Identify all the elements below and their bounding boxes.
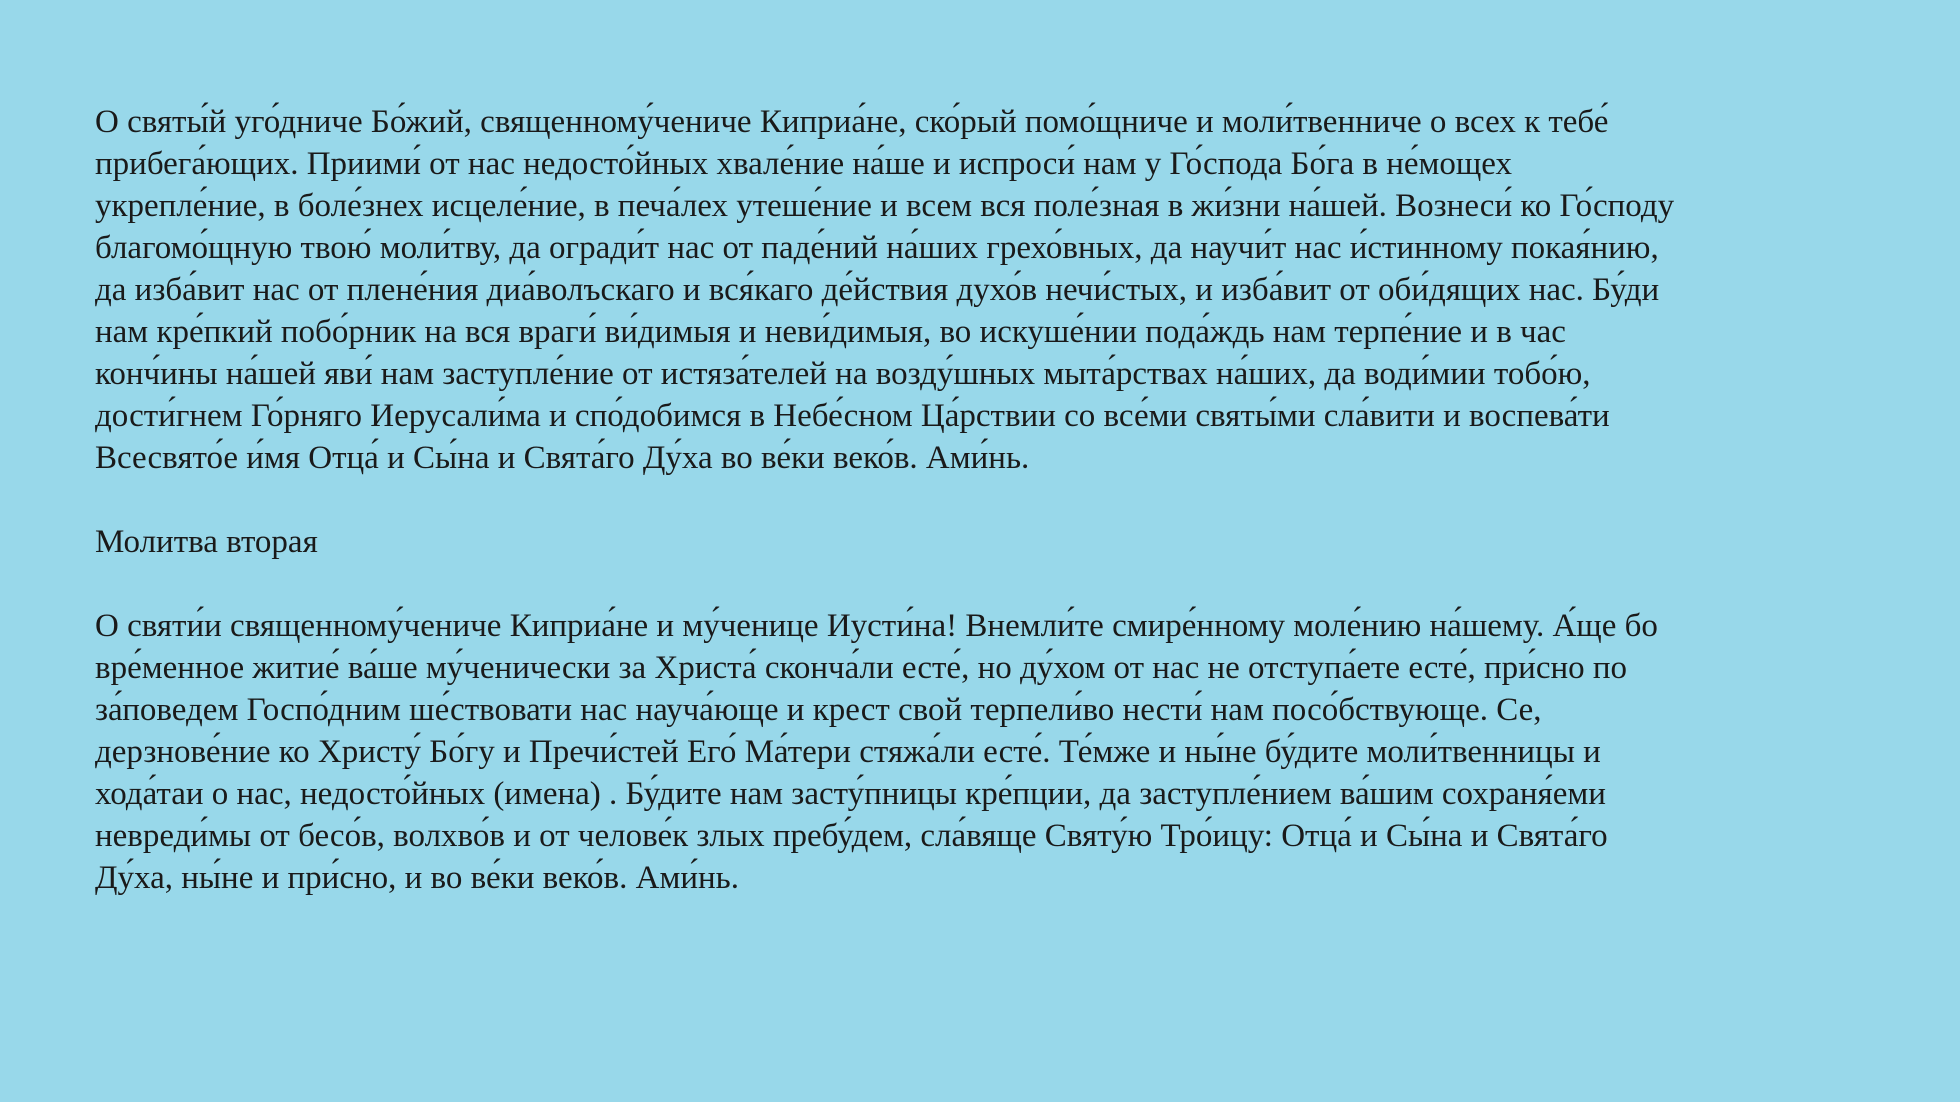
prayer-two-line: хода́таи о нас, недосто́йных (имена) . Бу́дите нам засту́пницы кре́пции, да заступле́нием ва́шим сохраня́еми [95,776,1606,812]
prayer-two-line: вре́менное житие́ ва́ше му́ченически за Христа́ сконча́ли есте́, но ду́хом от нас не отступа́ете есте́, при́сно по [95,650,1628,686]
prayer-two-line: невреди́мы от бесо́в, волхво́в и от челове́к злых пребу́дем, сла́вяще Святу́ю Тро́ицу: Отца́ и Сы́на и Свята́го [95,818,1608,854]
prayer-two-line: дерзнове́ние ко Христу́ Бо́гу и Пречи́стей Его́ Ма́тери стяжа́ли есте́. Те́мже и ны́не бу́дите моли́твенницы и [95,734,1601,770]
prayer-two-line: О святи́и священному́чениче Киприа́не и му́ченице Иусти́на! Внемли́те смире́нному моле́нию на́шему. А́ще бо [95,608,1658,644]
document-body [95,101,1875,899]
prayer-one-line: конч́ины на́шей яви́ нам заступле́ние от истяза́телей на возду́шных мыта́рствах на́ших, да води́мии тобо́ю, [95,356,1591,392]
prayer-one-line: нам кре́пкий побо́рник на вся враги́ ви́димыя и неви́димыя, во искуше́нии пода́ждь нам терпе́ние и в час [95,314,1566,350]
prayer-one-line: дости́гнем Го́рняго Иерусали́ма и спо́добимся в Небе́сном Ца́рствии со все́ми святы́ми сла́вити и воспева́ти [95,398,1610,434]
prayer-two-heading: Молитва вторая [95,524,318,560]
prayer-one-line: благомо́щную твою́ моли́тву, да огради́т нас от паде́ний на́ших грехо́вных, да научи́т нас и́стинному покая́нию, [95,230,1659,266]
prayer-one-line: О святы́й уго́дниче Бо́жий, священному́чениче Киприа́не, ско́рый помо́щниче и моли́твенниче о всех к тебе́ [95,104,1609,140]
paragraph-gap [95,479,1875,521]
paragraph-gap [95,563,1875,605]
prayer-one-line: прибега́ющих. Приими́ от нас недосто́йных хвале́ние на́ше и испроси́ нам у Го́спода Бо́га в не́мощех [95,146,1513,182]
prayer-one-line: да изба́вит нас от плене́ния диа́волъскаго и вся́каго де́йствия духо́в нечи́стых, и изба́вит от оби́дящих нас. Бу́ди [95,272,1660,308]
prayer-two-line: за́поведем Госпо́дним ше́ствовати нас науча́юще и крест свой терпели́во нести́ нам посо́бствующе. Се, [95,692,1542,728]
prayer-two-line: Ду́ха, ны́не и при́сно, и во ве́ки веко́в. Ами́нь. [95,860,739,896]
prayer-one-line: Всесвято́е и́мя Отца́ и Сы́на и Свята́го Ду́ха во ве́ки веко́в. Ами́нь. [95,440,1030,476]
prayer-one-line: укрепле́ние, в боле́знех исцеле́ние, в печа́лех утеше́ние и всем вся поле́зная в жи́зни на́шей. Вознеси́ ко Го́споду [95,188,1675,224]
